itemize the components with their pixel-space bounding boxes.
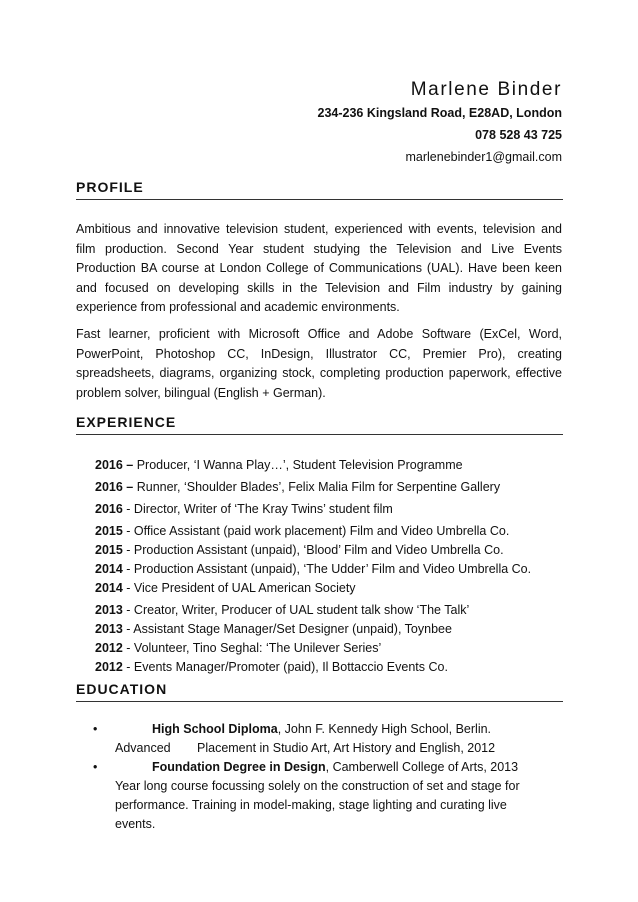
experience-text: Production Assistant (unpaid), ‘The Udder’ Film and Video Umbrella Co.: [133, 562, 532, 576]
degree-name: High School Diploma: [152, 722, 278, 736]
profile-paragraph-2: Fast learner, proficient with Microsoft Office and Adobe Software (ExCel, Word, PowerPoint, Photoshop CC, InDesign, Illustrator CC, Premier Pro), creating spreadsheets, diagrams, organizing stock, completing production paperwork, effective problem solver, bilingual (English + German).: [76, 327, 562, 400]
experience-year: 2014: [95, 581, 123, 595]
profile-heading: PROFILE: [76, 178, 563, 200]
experience-text: Office Assistant (paid work placement) Film and Video Umbrella Co.: [133, 524, 510, 538]
experience-text: Events Manager/Promoter (paid), Il Bottaccio Events Co.: [133, 660, 448, 674]
bullet-icon: •: [93, 760, 98, 774]
experience-year: 2015: [95, 543, 123, 557]
degree-details: , John F. Kennedy High School, Berlin.: [277, 722, 492, 736]
list-item: 2013 - Assistant Stage Manager/Set Designer (unpaid), Toynbee: [95, 622, 452, 636]
degree-detail-line: Placement in Studio Art, Art History and English, 2012: [197, 741, 496, 755]
degree-name: Foundation Degree in Design: [152, 760, 326, 774]
experience-text: Director, Writer of ‘The Kray Twins’ student film: [133, 502, 393, 516]
list-item: 2014 - Vice President of UAL American Society: [95, 581, 356, 595]
list-item: 2013 - Creator, Writer, Producer of UAL student talk show ‘The Talk’: [95, 603, 470, 617]
list-item: 2016 – Runner, ‘Shoulder Blades’, Felix Malia Film for Serpentine Gallery: [95, 480, 501, 494]
education-item-high-school: [76, 720, 546, 760]
degree-detail-line: performance. Training in model-making, stage lighting and curating live: [115, 798, 507, 812]
experience-year: 2012: [95, 660, 123, 674]
resume-header: [318, 78, 563, 168]
email-address: marlenebinder1@gmail.com: [405, 150, 562, 164]
education-item-foundation: [76, 758, 546, 838]
bullet-icon: •: [93, 722, 98, 736]
experience-list: [95, 456, 575, 677]
degree-detail-line: events.: [115, 817, 156, 831]
degree-detail-lead: Advanced: [115, 741, 171, 755]
experience-text: Production Assistant (unpaid), ‘Blood’ Film and Video Umbrella Co.: [133, 543, 504, 557]
experience-text: Creator, Writer, Producer of UAL student talk show ‘The Talk’: [133, 603, 470, 617]
experience-year: 2016: [95, 458, 123, 472]
experience-year: 2013: [95, 603, 123, 617]
experience-year: 2012: [95, 641, 123, 655]
experience-text: Volunteer, Tino Seghal: ‘The Unilever Series’: [133, 641, 382, 655]
degree-detail-line: Year long course focussing solely on the construction of set and stage for: [115, 779, 520, 793]
list-item: 2012 - Events Manager/Promoter (paid), Il Bottaccio Events Co.: [95, 660, 448, 674]
experience-year: 2016: [95, 502, 123, 516]
experience-year: 2015: [95, 524, 123, 538]
applicant-name: Marlene Binder: [410, 79, 562, 100]
degree-details: , Camberwell College of Arts, 2013: [325, 760, 519, 774]
profile-paragraph-1: Ambitious and innovative television student, experienced with events, television and film production. Second Year student studying the Television and Live Events Production BA course at London College of Communications (UAL). Have been keen and focused on developing skills in the Television and Film industry by gaining experience from professional and academic environments.: [76, 222, 562, 315]
education-heading: EDUCATION: [76, 680, 563, 702]
phone-number: 078 528 43 725: [475, 128, 562, 142]
experience-year: 2014: [95, 562, 123, 576]
experience-text: Assistant Stage Manager/Set Designer (unpaid), Toynbee: [133, 622, 452, 636]
experience-year: 2013: [95, 622, 123, 636]
experience-text: Producer, ‘I Wanna Play…’, Student Television Programme: [136, 458, 463, 472]
experience-text: Runner, ‘Shoulder Blades’, Felix Malia Film for Serpentine Gallery: [136, 480, 501, 494]
list-item: 2015 - Production Assistant (unpaid), ‘Blood’ Film and Video Umbrella Co.: [95, 543, 504, 557]
list-item: 2012 - Volunteer, Tino Seghal: ‘The Unilever Series’: [95, 641, 382, 655]
list-item: 2015 - Office Assistant (paid work placement) Film and Video Umbrella Co.: [95, 524, 510, 538]
list-item: 2014 - Production Assistant (unpaid), ‘The Udder’ Film and Video Umbrella Co.: [95, 562, 532, 576]
list-item: 2016 - Director, Writer of ‘The Kray Twins’ student film: [95, 502, 393, 516]
list-item: 2016 – Producer, ‘I Wanna Play…’, Student Television Programme: [95, 458, 463, 472]
experience-year: 2016: [95, 480, 123, 494]
experience-heading: EXPERIENCE: [76, 413, 563, 435]
address: 234-236 Kingsland Road, E28AD, London: [317, 106, 562, 120]
experience-text: Vice President of UAL American Society: [133, 581, 356, 595]
